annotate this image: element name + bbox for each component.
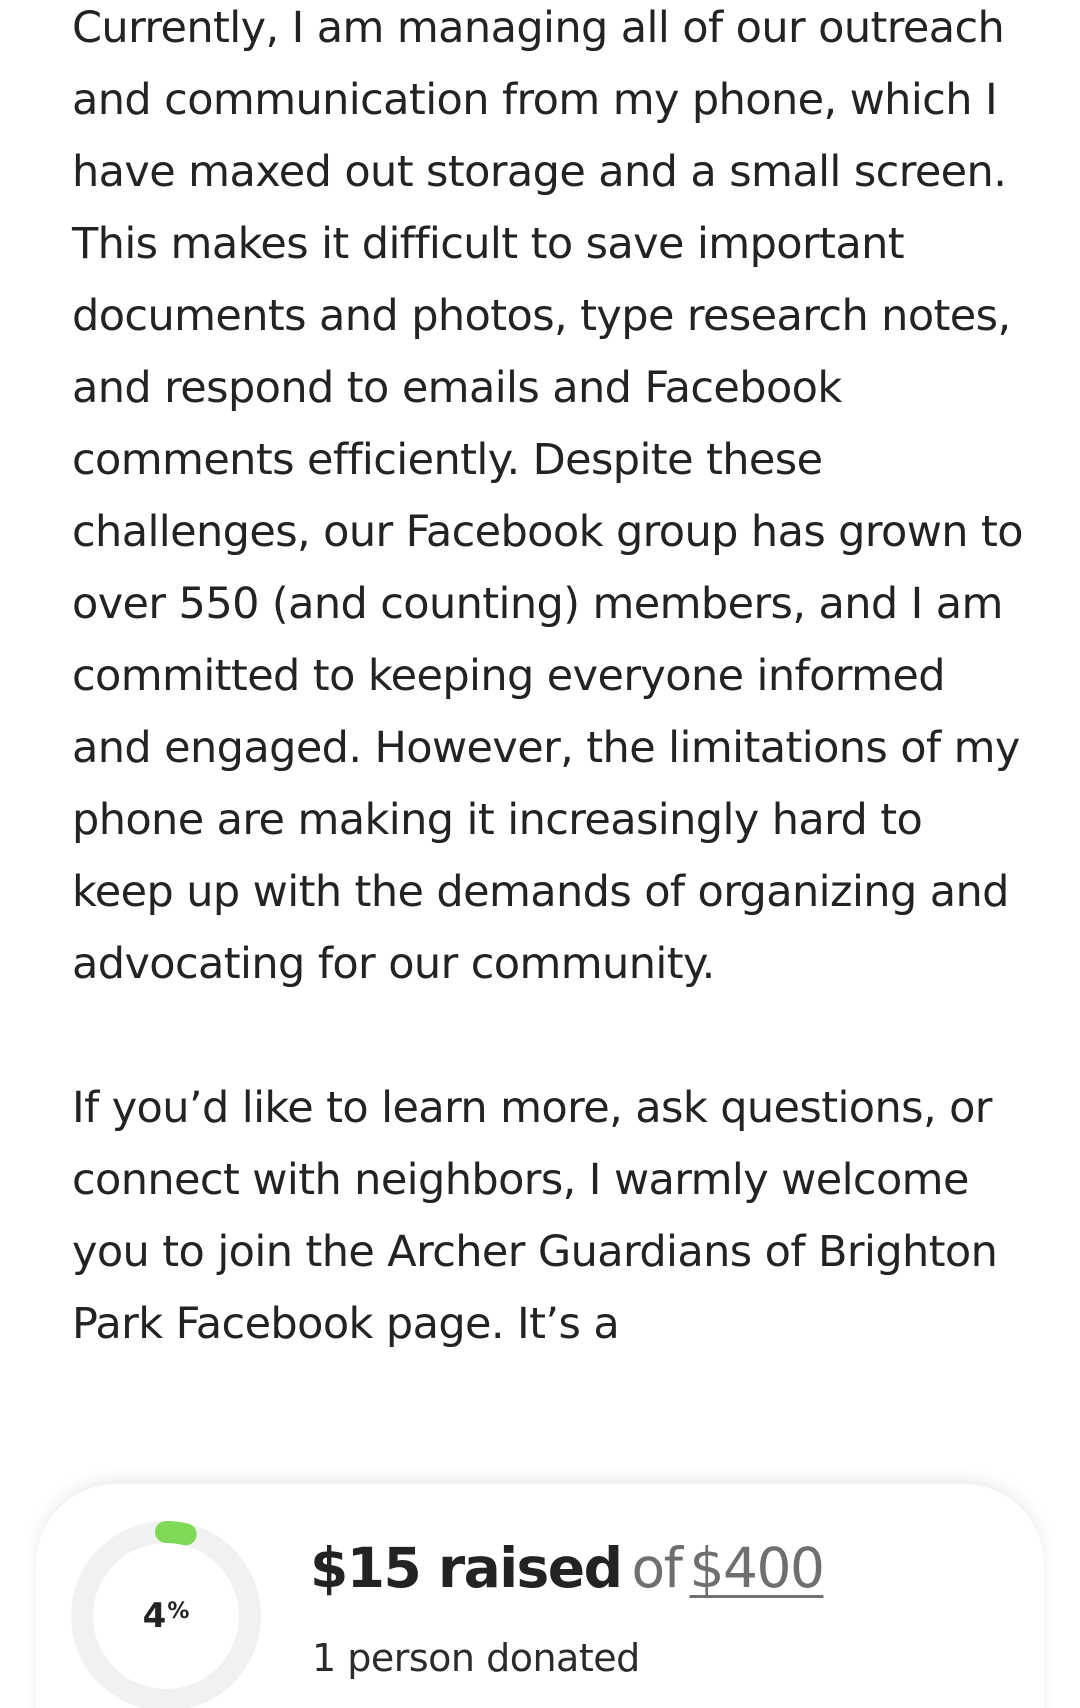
story-paragraph: Currently, I am managing all of our outreach and communication from my phone, which I have maxed out storage and a small screen. This makes it difficult to save important documents and photos, type research notes, and respond to emails and Facebook comments efficiently. Despite these challenges, our Facebook group has grown to over 550 (and counting) members, and I am committed to keeping everyone informed and engaged. However, the limitations of my phone are making it increasingly hard to keep up with the demands of organizing and advocating for our community. <box>72 3 1023 989</box>
donation-progress-card[interactable] <box>36 1484 1044 1708</box>
percent-value: 4 <box>142 1596 167 1636</box>
progress-percent <box>70 1520 262 1708</box>
progress-ring <box>70 1520 262 1708</box>
amount-of-label: of <box>631 1536 682 1600</box>
goal-amount-link[interactable]: $400 <box>689 1536 824 1600</box>
percent-sign: % <box>167 1598 190 1624</box>
fundraiser-story <box>72 0 1032 1360</box>
story-paragraph: If you’d like to learn more, ask questions, or connect with neighbors, I warmly welcome you to join the Archer Guardians of Brighton Park Facebook page. It’s a <box>72 1083 998 1349</box>
amount-raised: $15 raised <box>310 1536 622 1600</box>
amount-raised-line <box>310 1536 823 1600</box>
donor-count: 1 person donated <box>312 1636 640 1680</box>
